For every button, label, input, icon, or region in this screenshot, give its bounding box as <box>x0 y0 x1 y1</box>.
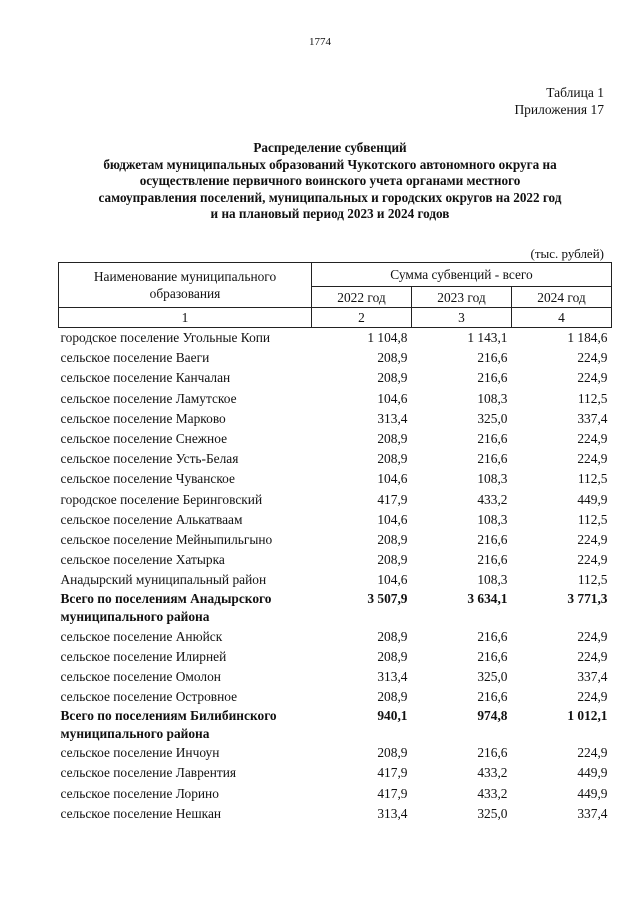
row-name: сельское поселение Ламутское <box>60 390 237 406</box>
row-value-2023: 325,0 <box>477 410 508 426</box>
row-value-2022: 208,9 <box>377 531 408 547</box>
row-value-2023: 3 634,1 <box>467 591 508 607</box>
row-value-2024: 112,5 <box>577 511 608 527</box>
table-reference <box>514 84 604 118</box>
row-name: сельское поселение Нешкан <box>60 805 222 821</box>
table-header <box>59 263 612 328</box>
row-value-2024: 337,4 <box>577 410 608 426</box>
row-value-2022: 313,4 <box>377 668 408 684</box>
header-name-column: Наименование муниципального образования <box>59 263 312 308</box>
table-row <box>59 348 612 368</box>
header-index-2: 2 <box>312 308 412 328</box>
row-value-2023: 1 143,1 <box>467 330 508 346</box>
table-row <box>59 687 612 707</box>
title-line5: и на плановый период 2023 и 2024 годов <box>210 206 450 222</box>
row-name: сельское поселение Островное <box>60 689 238 705</box>
row-value-2024: 224,9 <box>577 745 608 761</box>
table-row <box>59 647 612 667</box>
row-value-2022: 1 104,8 <box>367 330 408 346</box>
row-value-2022: 3 507,9 <box>367 591 408 607</box>
table-row <box>59 667 612 687</box>
row-value-2024: 112,5 <box>577 572 608 588</box>
row-name: городское поселение Угольные Копи <box>60 330 271 346</box>
title-line2: бюджетам муниципальных образований Чукотского автономного округа на <box>103 156 557 172</box>
subventions-table <box>58 262 612 824</box>
table-row <box>59 469 612 489</box>
row-value-2022: 208,9 <box>377 451 408 467</box>
header-year-2022: 2022 год <box>312 287 412 308</box>
row-value-2024: 224,9 <box>577 648 608 664</box>
title-line4: самоуправления поселений, муниципальных и городских округов на 2022 год <box>98 189 562 205</box>
title-line1: Распределение субвенций <box>253 140 407 155</box>
row-value-2023: 325,0 <box>477 805 508 821</box>
table-total-row <box>59 707 612 743</box>
row-name: Анадырский муниципальный район <box>60 572 267 588</box>
row-name: сельское поселение Инчоун <box>60 745 220 761</box>
row-value-2022: 208,9 <box>377 689 408 705</box>
row-value-2023: 216,6 <box>477 531 508 547</box>
row-value-2024: 449,9 <box>577 765 608 781</box>
table-body <box>59 328 612 824</box>
row-value-2022: 208,9 <box>377 350 408 366</box>
table-row <box>59 570 612 590</box>
row-value-2024: 224,9 <box>577 628 608 644</box>
row-value-2023: 216,6 <box>477 745 508 761</box>
header-year-2024: 2024 год <box>512 287 612 308</box>
header-index-4: 4 <box>512 308 612 328</box>
row-value-2024: 224,9 <box>577 451 608 467</box>
row-value-2022: 104,6 <box>377 511 408 527</box>
row-value-2023: 433,2 <box>477 765 508 781</box>
row-value-2024: 224,9 <box>577 370 608 386</box>
row-value-2023: 216,6 <box>477 431 508 447</box>
row-value-2023: 216,6 <box>477 350 508 366</box>
table-row <box>59 784 612 804</box>
row-value-2023: 216,6 <box>477 370 508 386</box>
title-line3: осуществление первичного воинского учета органами местного <box>139 173 521 189</box>
header-sum-group: Сумма субвенций - всего <box>312 263 612 287</box>
row-value-2024: 224,9 <box>577 531 608 547</box>
row-value-2022: 208,9 <box>377 552 408 568</box>
row-value-2024: 337,4 <box>577 668 608 684</box>
row-value-2022: 313,4 <box>377 410 408 426</box>
row-value-2024: 449,9 <box>577 785 608 801</box>
row-name: сельское поселение Лорино <box>60 785 219 801</box>
row-value-2023: 216,6 <box>477 628 508 644</box>
row-value-2022: 417,9 <box>377 765 408 781</box>
row-value-2023: 108,3 <box>477 572 508 588</box>
page-number: 1774 <box>309 36 331 48</box>
row-name: сельское поселение Омолон <box>60 668 221 684</box>
row-value-2024: 224,9 <box>577 431 608 447</box>
row-value-2023: 108,3 <box>477 471 508 487</box>
row-name: сельское поселение Марково <box>60 410 226 426</box>
row-name: Всего по поселениям Билибинского муниципального района <box>60 708 277 742</box>
row-name: городское поселение Беринговский <box>60 491 263 507</box>
row-value-2022: 940,1 <box>377 708 408 724</box>
table-row <box>59 510 612 530</box>
row-value-2023: 216,6 <box>477 648 508 664</box>
row-name: Всего по поселениям Анадырского муниципального района <box>60 591 272 625</box>
table-row <box>59 429 612 449</box>
row-value-2022: 208,9 <box>377 745 408 761</box>
units-label: (тыс. рублей) <box>530 246 604 261</box>
row-name: сельское поселение Анюйск <box>60 628 223 644</box>
row-value-2024: 224,9 <box>577 552 608 568</box>
table-row <box>59 763 612 783</box>
row-value-2023: 433,2 <box>477 785 508 801</box>
row-name: сельское поселение Чуванское <box>60 471 235 487</box>
table-row <box>59 409 612 429</box>
row-value-2024: 224,9 <box>577 350 608 366</box>
row-name: сельское поселение Мейныпильгыно <box>60 531 273 547</box>
table-ref-line1: Таблица 1 <box>546 85 604 100</box>
row-value-2022: 208,9 <box>377 628 408 644</box>
table-row <box>59 626 612 646</box>
row-value-2023: 216,6 <box>477 689 508 705</box>
row-value-2024: 1 012,1 <box>567 708 608 724</box>
row-value-2023: 433,2 <box>477 491 508 507</box>
table-row <box>59 449 612 469</box>
row-value-2024: 1 184,6 <box>567 330 608 346</box>
row-value-2023: 325,0 <box>477 668 508 684</box>
row-value-2022: 104,6 <box>377 471 408 487</box>
row-name: сельское поселение Хатырка <box>60 552 225 568</box>
header-index-3: 3 <box>412 308 512 328</box>
header-index-1: 1 <box>59 308 312 328</box>
row-value-2022: 417,9 <box>377 785 408 801</box>
document-title <box>40 140 620 223</box>
row-name: сельское поселение Усть-Белая <box>60 451 239 467</box>
row-value-2024: 112,5 <box>577 390 608 406</box>
row-name: сельское поселение Канчалан <box>60 370 231 386</box>
row-value-2022: 104,6 <box>377 572 408 588</box>
row-name: сельское поселение Ваеги <box>60 350 210 366</box>
table-row <box>59 530 612 550</box>
table-row <box>59 368 612 388</box>
row-value-2022: 313,4 <box>377 805 408 821</box>
row-value-2022: 104,6 <box>377 390 408 406</box>
row-name: сельское поселение Снежное <box>60 431 228 447</box>
row-value-2024: 337,4 <box>577 805 608 821</box>
header-year-2023: 2023 год <box>412 287 512 308</box>
row-value-2024: 112,5 <box>577 471 608 487</box>
row-value-2022: 208,9 <box>377 431 408 447</box>
row-value-2024: 224,9 <box>577 689 608 705</box>
row-name: сельское поселение Илирней <box>60 648 227 664</box>
row-value-2023: 108,3 <box>477 390 508 406</box>
row-value-2024: 3 771,3 <box>567 591 608 607</box>
row-value-2023: 974,8 <box>477 708 508 724</box>
table-row <box>59 490 612 510</box>
row-value-2023: 108,3 <box>477 511 508 527</box>
row-value-2023: 216,6 <box>477 552 508 568</box>
table-row <box>59 804 612 824</box>
row-value-2023: 216,6 <box>477 451 508 467</box>
table-row <box>59 550 612 570</box>
table-row <box>59 743 612 763</box>
table-row <box>59 389 612 409</box>
row-name: сельское поселение Алькатваам <box>60 511 243 527</box>
row-value-2024: 449,9 <box>577 491 608 507</box>
table-total-row <box>59 590 612 626</box>
row-value-2022: 208,9 <box>377 648 408 664</box>
row-value-2022: 208,9 <box>377 370 408 386</box>
table-row <box>59 328 612 349</box>
row-name: сельское поселение Лаврентия <box>60 765 237 781</box>
row-value-2022: 417,9 <box>377 491 408 507</box>
table-ref-line2: Приложения 17 <box>514 102 604 117</box>
